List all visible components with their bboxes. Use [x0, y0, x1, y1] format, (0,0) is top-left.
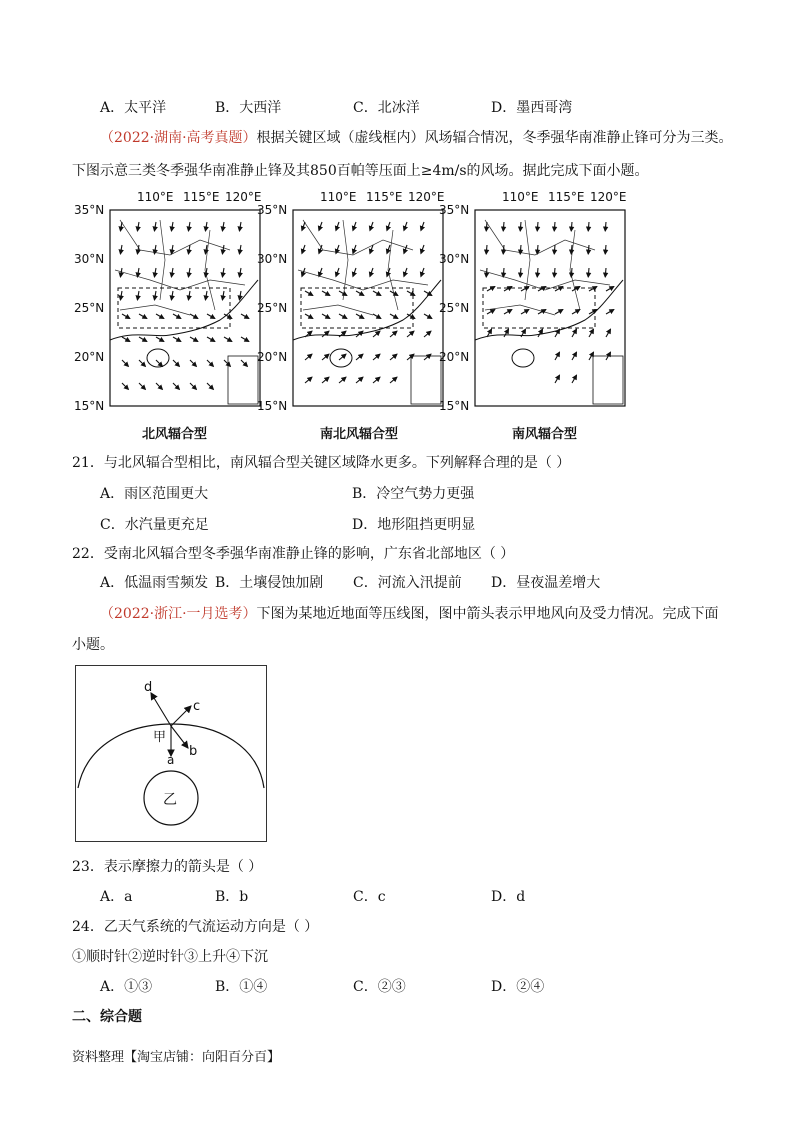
map2-wind-arrow: [387, 222, 390, 230]
map1-wind-arrow: [122, 360, 128, 366]
section-heading: 二、综合题: [72, 1009, 142, 1025]
arrow-d: [151, 693, 171, 726]
map2-wind-arrow: [339, 331, 346, 337]
map1-wind-arrow: [120, 222, 122, 231]
map1-wind-arrow: [239, 245, 241, 254]
q22-option-a: A．低温雨雪频发: [100, 575, 209, 591]
map3-wind-arrow: [520, 222, 521, 231]
map2-wind-arrow: [390, 354, 397, 360]
map3-wind-arrow: [554, 268, 555, 277]
map3-wind-arrow: [537, 222, 538, 231]
q23-option-d: D．d: [491, 889, 526, 905]
map2-wind-arrow: [370, 222, 373, 230]
map1-wind-arrow: [190, 337, 198, 342]
map2-wind-arrow: [370, 268, 373, 276]
map1-wind-arrow: [122, 314, 130, 319]
q24-option-d: D．②④: [491, 979, 545, 995]
map2-wind-arrow: [407, 331, 414, 337]
map1-lat-35: 35°N: [74, 203, 105, 217]
map3-wind-arrow: [486, 268, 487, 277]
q20-option-d: D．墨西哥湾: [491, 100, 573, 116]
map1-wind-arrow: [173, 337, 181, 342]
map2-wind-arrow: [305, 291, 313, 296]
map2-wind-arrow: [387, 245, 390, 253]
intro1-text2: 下图示意三类冬季强华南准静止锋及其850百帕等压面上≥4m/s的风场。据此完成下面小题。: [72, 163, 649, 179]
q22-option-c: C．河流入汛提前: [353, 575, 462, 591]
map2-wind-arrow: [322, 377, 329, 383]
map3-lat-15: 15°N: [439, 399, 470, 413]
map3-wind-arrow: [605, 268, 606, 277]
q24-stem: 24．乙天气系统的气流运动方向是（ ）: [72, 919, 319, 935]
map2-wind-arrow: [390, 331, 397, 337]
map3-wind-arrow: [588, 268, 589, 277]
map3-wind-arrow: [555, 287, 563, 292]
map2-wind-arrow: [322, 331, 329, 337]
map2-lat-30: 30°N: [257, 252, 288, 266]
map1-wind-arrow: [190, 360, 196, 366]
map2-wind-arrow: [424, 331, 431, 337]
q22-option-d: D．昼夜温差增大: [491, 575, 601, 591]
map3-wind-arrow: [555, 352, 560, 360]
map3-hainan: [512, 349, 534, 367]
map1-boundary: [120, 220, 230, 255]
q21-option-d: D．地形阻挡更明显: [352, 517, 476, 533]
q22-stem: 22．受南北风辐合型冬季强华南准静止锋的影响，广东省北部地区（ ）: [72, 546, 515, 562]
map1-wind-arrow: [222, 268, 224, 277]
map1-wind-arrow: [171, 245, 173, 254]
map1-hainan: [147, 349, 169, 367]
arrow-c: [171, 706, 191, 726]
q21-option-a: A．雨区范围更大: [100, 486, 209, 502]
map1-wind-arrow: [171, 222, 173, 231]
map1-wind-arrow: [156, 337, 164, 342]
map3-wind-arrow: [555, 375, 560, 383]
map2-boundary: [303, 220, 413, 255]
map1-wind-arrow: [224, 360, 230, 366]
map1-wind-arrow: [122, 383, 128, 389]
map1-wind-arrow: [188, 268, 190, 277]
map2-wind-arrow: [373, 314, 381, 319]
map3-wind-arrow: [572, 352, 577, 360]
label-yi: 乙: [163, 792, 177, 808]
map2-wind-arrow: [424, 314, 432, 319]
map2-lat-25: 25°N: [257, 301, 288, 315]
map2-wind-arrow: [421, 222, 424, 230]
map2-lon-115: 115°E: [366, 190, 403, 204]
map3-wind-arrow: [486, 222, 487, 231]
map1-wind-arrow: [137, 268, 139, 277]
map1-wind-arrow: [205, 268, 207, 277]
map3-wind-arrow: [504, 329, 509, 337]
map2-wind-arrow: [356, 291, 364, 296]
map3-wind-arrow: [606, 287, 614, 292]
map2-wind-arrow: [421, 268, 424, 276]
map2-wind-arrow: [356, 354, 363, 360]
map1-wind-arrow: [207, 360, 213, 366]
map3-wind-arrow: [537, 245, 538, 254]
map3-wind-arrow: [503, 268, 504, 277]
map2-wind-arrow: [373, 377, 380, 383]
map1-wind-arrow: [156, 360, 162, 366]
map1-wind-arrow: [224, 337, 232, 342]
intro1-text1: 根据关键区域（虚线框内）风场辐合情况，冬季强华南准静止锋可分为三类。: [256, 130, 733, 146]
q24-option-b: B．①④: [215, 979, 268, 995]
q24-option-a: A．①③: [100, 979, 153, 995]
map2-lon-120: 120°E: [408, 190, 445, 204]
q23-option-c: C．c: [353, 889, 386, 905]
map1-wind-arrow: [139, 383, 145, 389]
arrow-b: [171, 726, 188, 748]
map2-wind-arrow: [373, 354, 380, 360]
map1-wind-arrow: [154, 222, 156, 231]
intro2-text2: 小题。: [72, 637, 114, 653]
map2-wind-arrow: [353, 222, 356, 230]
map2-wind-arrow: [353, 245, 356, 253]
map2-wind-arrow: [339, 354, 346, 360]
map1-lat-20: 20°N: [74, 350, 105, 364]
map1-wind-arrow: [205, 291, 207, 300]
map3-wind-arrow: [555, 310, 563, 315]
map3-lon-120: 120°E: [590, 190, 627, 204]
q22-option-b: B．土壤侵蚀加剧: [215, 575, 324, 591]
map1-wind-arrow: [137, 291, 139, 300]
map2-wind-arrow: [305, 377, 312, 383]
map2-wind-arrow: [353, 268, 356, 276]
map2-wind-arrow: [319, 268, 322, 276]
wind-maps-svg: [80, 190, 640, 440]
intro1-source: （2022·湖南·高考真题）: [100, 130, 257, 146]
map1-wind-arrow: [241, 314, 249, 319]
map2-wind-arrow: [302, 245, 305, 253]
map3-wind-arrow: [521, 287, 529, 292]
map2-wind-arrow: [404, 245, 407, 253]
q20-option-b: B．大西洋: [215, 100, 282, 116]
map3-wind-arrow: [554, 245, 555, 254]
map1-inset: [228, 356, 258, 404]
map2-wind-arrow: [390, 377, 397, 383]
map1-wind-arrow: [139, 314, 147, 319]
map3-inset: [593, 356, 623, 404]
map1-wind-arrow: [241, 337, 249, 342]
map1-wind-arrow: [171, 268, 173, 277]
map2-panel: [293, 210, 443, 406]
map2-wind-arrow: [322, 314, 330, 319]
map2-lat-20: 20°N: [257, 350, 288, 364]
map2-wind-arrow: [322, 291, 330, 296]
map2-wind-arrow: [302, 222, 305, 230]
intro2-line1: [100, 603, 719, 623]
intro1-line1: [100, 127, 733, 147]
map3-wind-arrow: [589, 329, 594, 337]
map3-wind-arrow: [589, 287, 597, 292]
map2-wind-arrow: [336, 222, 339, 230]
map2-wind-arrow: [407, 291, 415, 296]
map1-lon-115: 115°E: [183, 190, 220, 204]
map3-boundary: [485, 220, 595, 255]
map1-wind-arrow: [120, 291, 122, 300]
map2-boundary: [298, 270, 428, 290]
map3-wind-arrow: [572, 310, 580, 315]
map2-wind-arrow: [336, 268, 339, 276]
map3-wind-arrow: [503, 222, 504, 231]
map2-wind-arrow: [305, 314, 313, 319]
map2-wind-arrow: [322, 354, 329, 360]
map1-wind-arrow: [122, 337, 130, 342]
map3-wind-arrow: [606, 329, 611, 337]
map2-inset: [411, 356, 441, 404]
map1-wind-arrow: [173, 314, 181, 319]
map1-wind-arrow: [139, 360, 145, 366]
map1-wind-arrow: [154, 268, 156, 277]
map1-lat-15: 15°N: [74, 399, 105, 413]
page-footer: 资料整理【淘宝店铺：向阳百分百】: [72, 1050, 281, 1065]
map1-wind-arrow: [188, 291, 190, 300]
map1-wind-arrow: [205, 245, 207, 254]
map1-boundary: [115, 270, 245, 290]
map3-wind-arrow: [572, 329, 577, 337]
q20-option-a: A．太平洋: [100, 100, 167, 116]
map3-wind-arrow: [520, 268, 521, 277]
map1-wind-arrow: [207, 314, 215, 319]
q21-stem: 21．与北风辐合型相比，南风辐合型关键区域降水更多。下列解释合理的是（ ）: [72, 455, 571, 471]
map1-wind-arrow: [205, 222, 207, 231]
map3-wind-arrow: [605, 245, 606, 254]
q21-option-c: C．水汽量更充足: [100, 517, 209, 533]
map3-wind-arrow: [521, 310, 529, 315]
map3-lon-115: 115°E: [548, 190, 585, 204]
map1-lon-110: 110°E: [137, 190, 174, 204]
label-jia: 甲: [153, 730, 167, 745]
map3-wind-arrow: [537, 268, 538, 277]
map1-wind-arrow: [156, 383, 162, 389]
map1-lat-30: 30°N: [74, 252, 105, 266]
q23-stem: 23．表示摩擦力的箭头是（ ）: [72, 859, 263, 875]
map3-wind-arrow: [554, 222, 555, 231]
map3-wind-arrow: [571, 222, 572, 231]
map3-lat-35: 35°N: [439, 203, 470, 217]
map2-wind-arrow: [356, 314, 364, 319]
map1-wind-arrow: [137, 222, 139, 231]
map2-wind-arrow: [339, 314, 347, 319]
map1-wind-arrow: [222, 291, 224, 300]
map2-wind-arrow: [339, 377, 346, 383]
map1-wind-arrow: [222, 245, 224, 254]
map3-wind-arrow: [588, 245, 589, 254]
map2-title: 南北风辐合型: [320, 427, 399, 442]
q23-option-a: A．a: [100, 889, 133, 905]
map1-wind-arrow: [173, 360, 179, 366]
map1-wind-arrow: [188, 245, 190, 254]
map2-wind-arrow: [319, 222, 322, 230]
intro2-text1: 下图为某地近地面等压线图，图中箭头表示甲地风向及受力情况。完成下面: [256, 606, 719, 622]
map1-wind-arrow: [239, 222, 241, 231]
map3-wind-arrow: [538, 287, 546, 292]
map3-wind-arrow: [520, 245, 521, 254]
map1-wind-arrow: [190, 314, 198, 319]
map3-wind-arrow: [571, 245, 572, 254]
map2-wind-arrow: [373, 291, 381, 296]
intro2-source: （2022·浙江·一月选考）: [100, 606, 257, 622]
map3-wind-arrow: [504, 287, 512, 292]
map1-wind-arrow: [120, 268, 122, 277]
map3-wind-arrow: [503, 245, 504, 254]
label-a: a: [167, 753, 175, 767]
map1-wind-arrow: [241, 360, 247, 366]
label-b: b: [189, 744, 198, 759]
map3-wind-arrow: [588, 222, 589, 231]
map2-wind-arrow: [404, 268, 407, 276]
map1-wind-arrow: [222, 222, 224, 231]
map1-wind-arrow: [207, 337, 215, 342]
map2-lat-15: 15°N: [257, 399, 288, 413]
map3-wind-arrow: [486, 245, 487, 254]
map1-wind-arrow: [173, 383, 179, 389]
q21-option-b: B．冷空气势力更强: [352, 486, 475, 502]
map3-lon-110: 110°E: [502, 190, 539, 204]
map2-wind-arrow: [356, 377, 363, 383]
q24-option-c: C．②③: [353, 979, 406, 995]
map1-wind-arrow: [239, 268, 241, 277]
map1-wind-arrow: [139, 337, 147, 342]
map1-title: 北风辐合型: [142, 427, 208, 442]
map2-wind-arrow: [404, 222, 407, 230]
map2-wind-arrow: [305, 354, 312, 360]
map3-panel: [475, 210, 625, 406]
map2-lat-35: 35°N: [257, 203, 288, 217]
wind-field-maps: [74, 190, 640, 442]
map2-wind-arrow: [407, 354, 414, 360]
map1-boundary: [120, 305, 190, 315]
map1-wind-arrow: [154, 291, 156, 300]
map2-wind-arrow: [421, 245, 424, 253]
map1-panel: [110, 210, 260, 406]
map3-lat-20: 20°N: [439, 350, 470, 364]
map1-lat-25: 25°N: [74, 301, 105, 315]
map2-boundary: [303, 305, 373, 315]
map1-wind-arrow: [120, 245, 122, 254]
map1-wind-arrow: [156, 314, 164, 319]
map3-wind-arrow: [606, 310, 614, 315]
map3-wind-arrow: [572, 375, 577, 383]
q24-items: ①顺时针②逆时针③上升④下沉: [72, 949, 268, 965]
q20-option-c: C．北冰洋: [353, 100, 420, 116]
label-d: d: [144, 680, 153, 695]
isobar-figure: [75, 665, 267, 842]
map3-wind-arrow: [504, 310, 512, 315]
map2-wind-arrow: [424, 354, 431, 360]
map1-wind-arrow: [190, 383, 196, 389]
map3-lat-30: 30°N: [439, 252, 470, 266]
map2-wind-arrow: [339, 291, 347, 296]
map3-wind-arrow: [487, 287, 495, 292]
map1-wind-arrow: [207, 383, 213, 389]
map1-wind-arrow: [239, 291, 241, 300]
map3-title: 南风辐合型: [512, 427, 578, 442]
map3-wind-arrow: [538, 329, 543, 337]
map2-lon-110: 110°E: [320, 190, 357, 204]
map2-wind-arrow: [390, 314, 398, 319]
map3-wind-arrow: [571, 268, 572, 277]
map1-wind-arrow: [188, 222, 190, 231]
map3-wind-arrow: [487, 310, 495, 315]
map3-wind-arrow: [605, 222, 606, 231]
q23-option-b: B．b: [215, 889, 249, 905]
map2-wind-arrow: [373, 331, 380, 337]
map1-wind-arrow: [171, 291, 173, 300]
map3-lat-25: 25°N: [439, 301, 470, 315]
label-c: c: [193, 699, 201, 714]
map3-wind-arrow: [572, 287, 580, 292]
map1-lon-120: 120°E: [225, 190, 262, 204]
